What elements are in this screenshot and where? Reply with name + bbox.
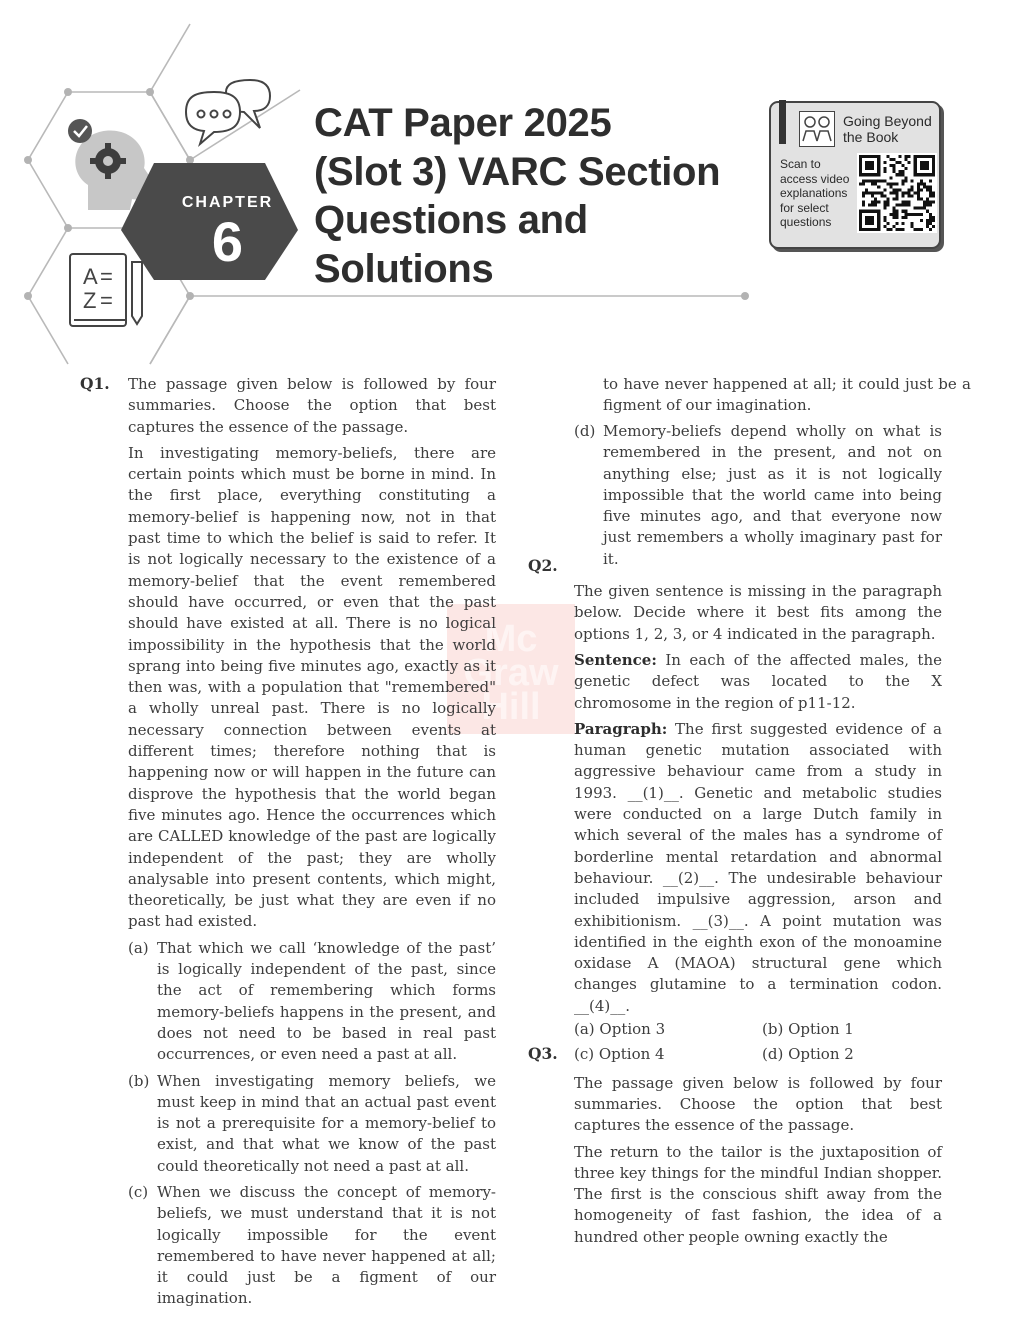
qr-heading: Going Beyond the Book: [843, 113, 932, 145]
qr-code-icon[interactable]: [857, 153, 937, 233]
answer-option[interactable]: (c) Option 4: [574, 1045, 665, 1064]
publisher-watermark: Mc Graw Hill: [447, 604, 575, 734]
answer-option[interactable]: (b) Option 1: [762, 1020, 854, 1039]
options-grid: [574, 1019, 942, 1066]
missing-sentence: Sentence: In each of the affected males, the genetic defect was located to the X chromosome in the region of p11-12.: [574, 650, 942, 712]
svg-text:=: =: [100, 264, 113, 289]
page-title: [314, 99, 764, 293]
qr-description: Scan to access video explanations for select questions: [780, 157, 850, 229]
answer-option[interactable]: (a) That which we call ‘knowledge of the past’ is logically independent of the past, since the act of remembering which forms memory-beliefs happens in the present, and does not need to be based in real past occurrences, or even need a past at all.: [128, 938, 496, 1064]
readers-icon: [799, 111, 835, 147]
title-line: Solutions: [314, 246, 494, 291]
question-number: Q3.: [528, 1044, 558, 1063]
svg-text:=: =: [100, 288, 113, 313]
passage: The return to the tailor is the juxtaposition of three key things for the mindful Indian shopper. The first is the conscious shift away from the homogeneity of fast fashion, the idea of a hundred other people owning exactly the: [574, 1142, 942, 1246]
answer-option[interactable]: (a) Option 3: [574, 1020, 666, 1039]
right-column: [574, 374, 971, 1248]
answer-option[interactable]: (c) When we discuss the concept of memory-beliefs, we must understand that it is not logically impossible for the event remembered to have never happened at all; it could just be a figment of our imagination.: [128, 1182, 496, 1308]
title-line: CAT Paper 2025: [314, 101, 612, 145]
chat-bubbles-icon: [186, 80, 270, 144]
question-prompt: The passage given below is followed by four summaries. Choose the option that best captures the essence of the passage.: [128, 375, 496, 436]
question-prompt: The passage given below is followed by four summaries. Choose the option that best captures the essence of the passage.: [574, 1073, 942, 1135]
passage: In investigating memory-beliefs, there are certain points which must be borne in mind. In the first place, everything constituting a memory-belief is happening now, not in that past time to which the belief is said to refer. It is not logically necessary to the existence of a memory-belief that the event remembered should have occurred, or even that the past should have existed at all. There is no logical impossibility in the hypothesis that the world sprang into being five minutes ago, exactly as it then was, with a population that "remembered" a wholly unreal past. There is no logically necessary connection between events at different times; therefore nothing that is happening now or will happen in the future can disprove the hypothesis that the world began five minutes ago. Hence the occurrences which are CALLED knowledge of the past are logically independent of the past; they are wholly analysable into present contents, which might, theoretically, be just what they are even if no past had existed.: [128, 443, 496, 931]
answer-option[interactable]: (d) Option 2: [762, 1045, 854, 1064]
title-line: (Slot 3) VARC Section: [314, 149, 721, 194]
svg-text:Z: Z: [83, 288, 97, 313]
answer-option-continued: to have never happened at all; it could just be a figment of our imagination.: [603, 375, 971, 415]
qr-panel: [769, 101, 941, 249]
title-line: Questions and: [314, 198, 588, 242]
question-1: [128, 374, 496, 1308]
svg-text:A: A: [83, 264, 98, 289]
book-spine: [779, 100, 786, 144]
question-number: Q2.: [528, 556, 558, 575]
answer-option[interactable]: (b) When investigating memory beliefs, we must keep in mind that an actual past event is not a prerequisite for a memory-belief to exist, and that what we know of the past could theoretically not need a past at all.: [128, 1071, 496, 1175]
paragraph: Paragraph: The first suggested evidence of a human genetic mutation associated with aggressive behaviour came from a study in 1993. __(1)__. Genetic and metabolic studies were conducted on a large Dutch family in which several of the males has a syndrome of borderline mental retardation and abnormal behaviour. __(2)__. The undesirable behaviour included impulsive aggression, arson and exhibitionism. __(3)__. A point mutation was identified in the eighth exon of the monoamine oxidase A (MAOA) structural gene which changes glutamine to a termination codon. __(4)__.: [574, 719, 942, 1015]
question-prompt: The given sentence is missing in the paragraph below. Decide where it best fits among the options 1, 2, 3, or 4 indicated in the paragraph.: [574, 582, 942, 643]
chapter-label: CHAPTER: [181, 194, 274, 211]
question-number: Q1.: [80, 374, 110, 393]
answer-option[interactable]: (d) Memory-beliefs depend wholly on what is remembered in the present, and not on anything else; just as it is not logically impossible that the world came into being five minutes ago, and that everyone now just remembers a wholly imaginary past for it.: [574, 422, 942, 568]
chapter-number: 6: [211, 210, 244, 273]
